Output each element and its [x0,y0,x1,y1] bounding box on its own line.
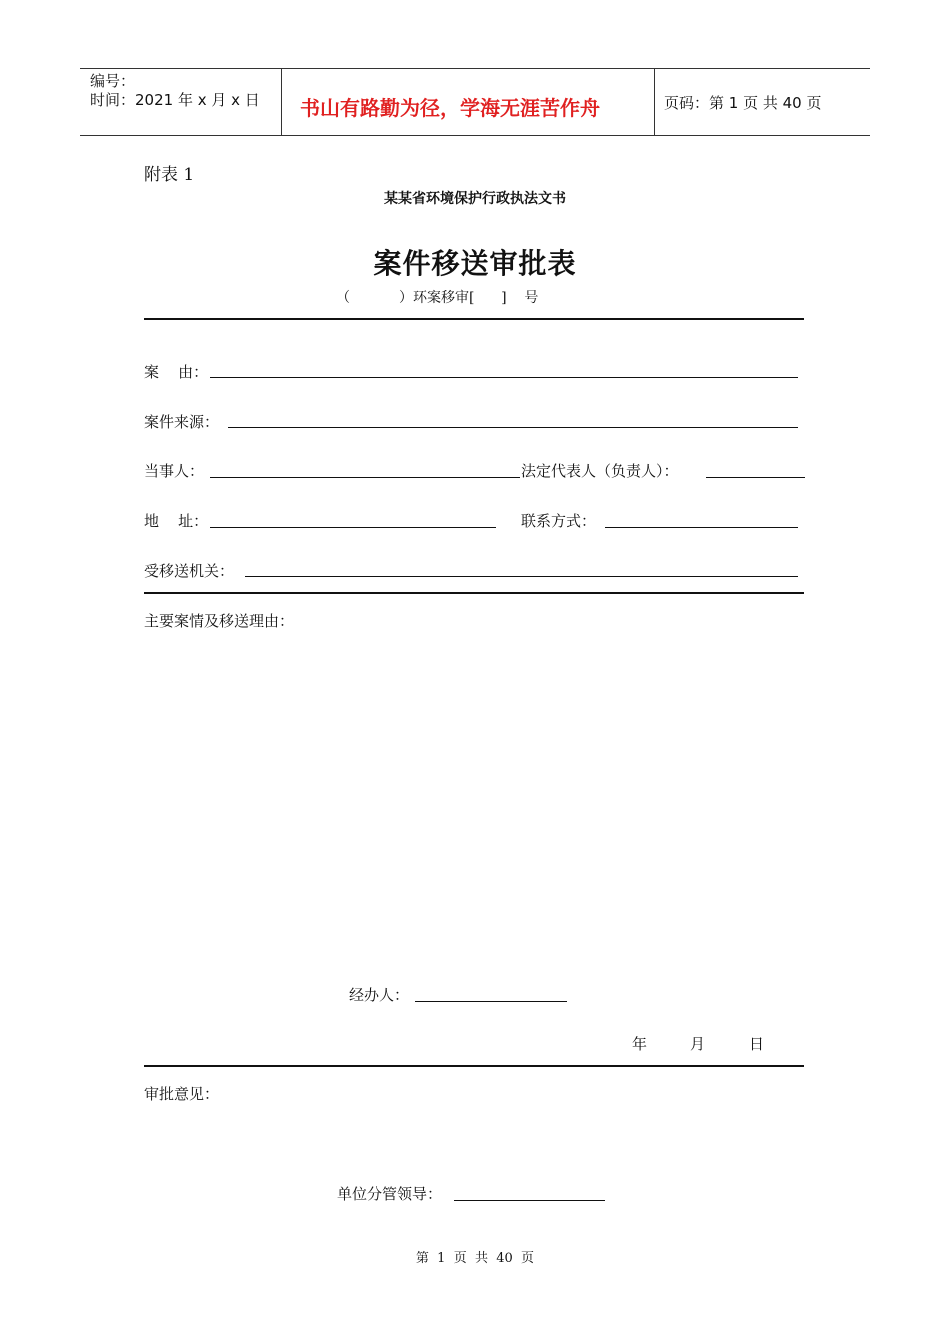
document-number-line: （ ）环案移审[ ] 号 [336,290,539,306]
header-divider-left [281,68,282,136]
section-rule-1 [144,592,804,594]
serial-number-label: 编号： [90,72,136,90]
handler-signature-field[interactable] [415,1001,567,1002]
page-footer: 第 1 页 共 40 页 [415,1251,535,1266]
appendix-label: 附表 1 [144,165,195,185]
day-label: 日 [749,1035,765,1053]
month-label: 月 [690,1035,706,1053]
document-title: 案件移送审批表 [373,247,577,280]
address-label: 地 址： [144,512,209,530]
header-bottom-border [80,135,870,136]
contact-label: 联系方式： [521,512,597,530]
header-divider-right [654,68,655,136]
main-case-label: 主要案情及移送理由： [144,612,295,630]
case-source-label: 案件来源： [144,413,220,431]
receiving-agency-field[interactable] [245,576,798,577]
section-rule-2 [144,1065,804,1067]
leader-label: 单位分管领导： [337,1185,443,1203]
top-rule [144,318,804,320]
legal-rep-label: 法定代表人（负责人）： [521,462,679,480]
leader-signature-field[interactable] [454,1200,605,1201]
header-motto: 书山有路勤为径，学海无涯苦作舟 [300,96,600,120]
handler-label: 经办人： [349,986,410,1004]
page-indicator: 页码：第 1 页 共 40 页 [664,94,822,112]
case-source-field[interactable] [228,427,798,428]
header-top-border [80,68,870,69]
date-label: 时间：2021 年 x 月 x 日 [90,91,260,109]
party-label: 当事人： [144,462,205,480]
legal-rep-field[interactable] [706,477,805,478]
approval-opinion-label: 审批意见： [144,1085,220,1103]
contact-field[interactable] [605,527,798,528]
year-label: 年 [632,1035,648,1053]
address-field[interactable] [210,527,496,528]
document-subtitle: 某某省环境保护行政执法文书 [384,191,566,207]
receiving-agency-label: 受移送机关： [144,562,235,580]
case-cause-field[interactable] [210,377,798,378]
case-cause-label: 案 由： [144,363,209,381]
party-field[interactable] [210,477,520,478]
